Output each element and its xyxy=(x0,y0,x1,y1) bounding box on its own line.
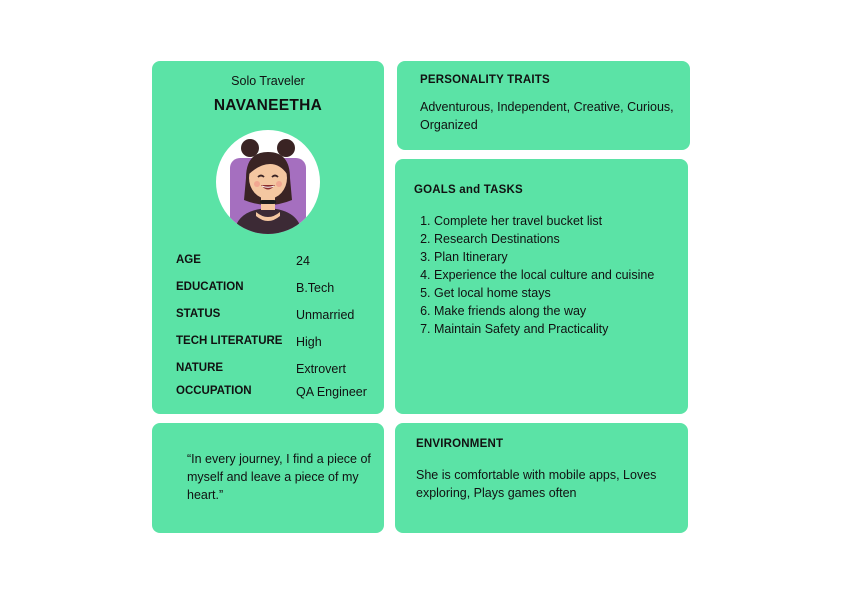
goals-list xyxy=(414,212,684,338)
attribute-row-status xyxy=(176,308,376,324)
attribute-label: NATURE xyxy=(176,362,224,374)
attribute-value: Extrovert xyxy=(296,362,347,376)
attribute-label: OCCUPATION xyxy=(176,385,252,397)
attribute-row-education xyxy=(176,281,376,297)
attribute-value: Unmarried xyxy=(296,308,355,322)
attribute-label: TECH LITERATURE xyxy=(176,335,283,347)
attribute-value: QA Engineer xyxy=(296,385,367,399)
attribute-row-tech-literature xyxy=(176,335,376,351)
list-item: 6. Make friends along the way xyxy=(434,302,684,320)
list-item: 1. Complete her travel bucket list xyxy=(434,212,684,230)
traits-text: Adventurous, Independent, Creative, Curious, Organized xyxy=(420,100,674,132)
list-item: 5. Get local home stays xyxy=(434,284,684,302)
attribute-row-nature xyxy=(176,362,376,378)
quote-text: “In every journey, I find a piece of myself and leave a piece of my heart.” xyxy=(187,452,371,502)
persona-role: Solo Traveler xyxy=(231,74,305,88)
environment-heading: ENVIRONMENT xyxy=(416,438,504,450)
attribute-row-occupation xyxy=(176,385,376,401)
persona-name: NAVANEETHA xyxy=(213,97,323,114)
environment-card xyxy=(395,423,688,533)
girl-avatar-icon xyxy=(216,130,320,234)
traits-heading: PERSONALITY TRAITS xyxy=(420,74,550,86)
attribute-label: STATUS xyxy=(176,308,221,320)
list-item: 7. Maintain Safety and Practicality xyxy=(434,320,684,338)
attribute-label: AGE xyxy=(176,254,201,266)
avatar xyxy=(216,130,320,234)
list-item: 3. Plan Itinerary xyxy=(434,248,684,266)
attribute-value: 24 xyxy=(296,254,310,268)
profile-card xyxy=(152,61,384,414)
quote-card xyxy=(152,423,384,533)
attribute-label: EDUCATION xyxy=(176,281,244,293)
attribute-row-age xyxy=(176,254,376,270)
goals-heading: GOALS and TASKS xyxy=(414,184,523,196)
personality-traits-card xyxy=(397,61,690,150)
list-item: 2. Research Destinations xyxy=(434,230,684,248)
attribute-value: B.Tech xyxy=(296,281,335,295)
attribute-value: High xyxy=(296,335,322,349)
environment-text: She is comfortable with mobile apps, Loves exploring, Plays games often xyxy=(416,468,657,500)
goals-card xyxy=(395,159,688,414)
list-item: 4. Experience the local culture and cuisine xyxy=(434,266,684,284)
